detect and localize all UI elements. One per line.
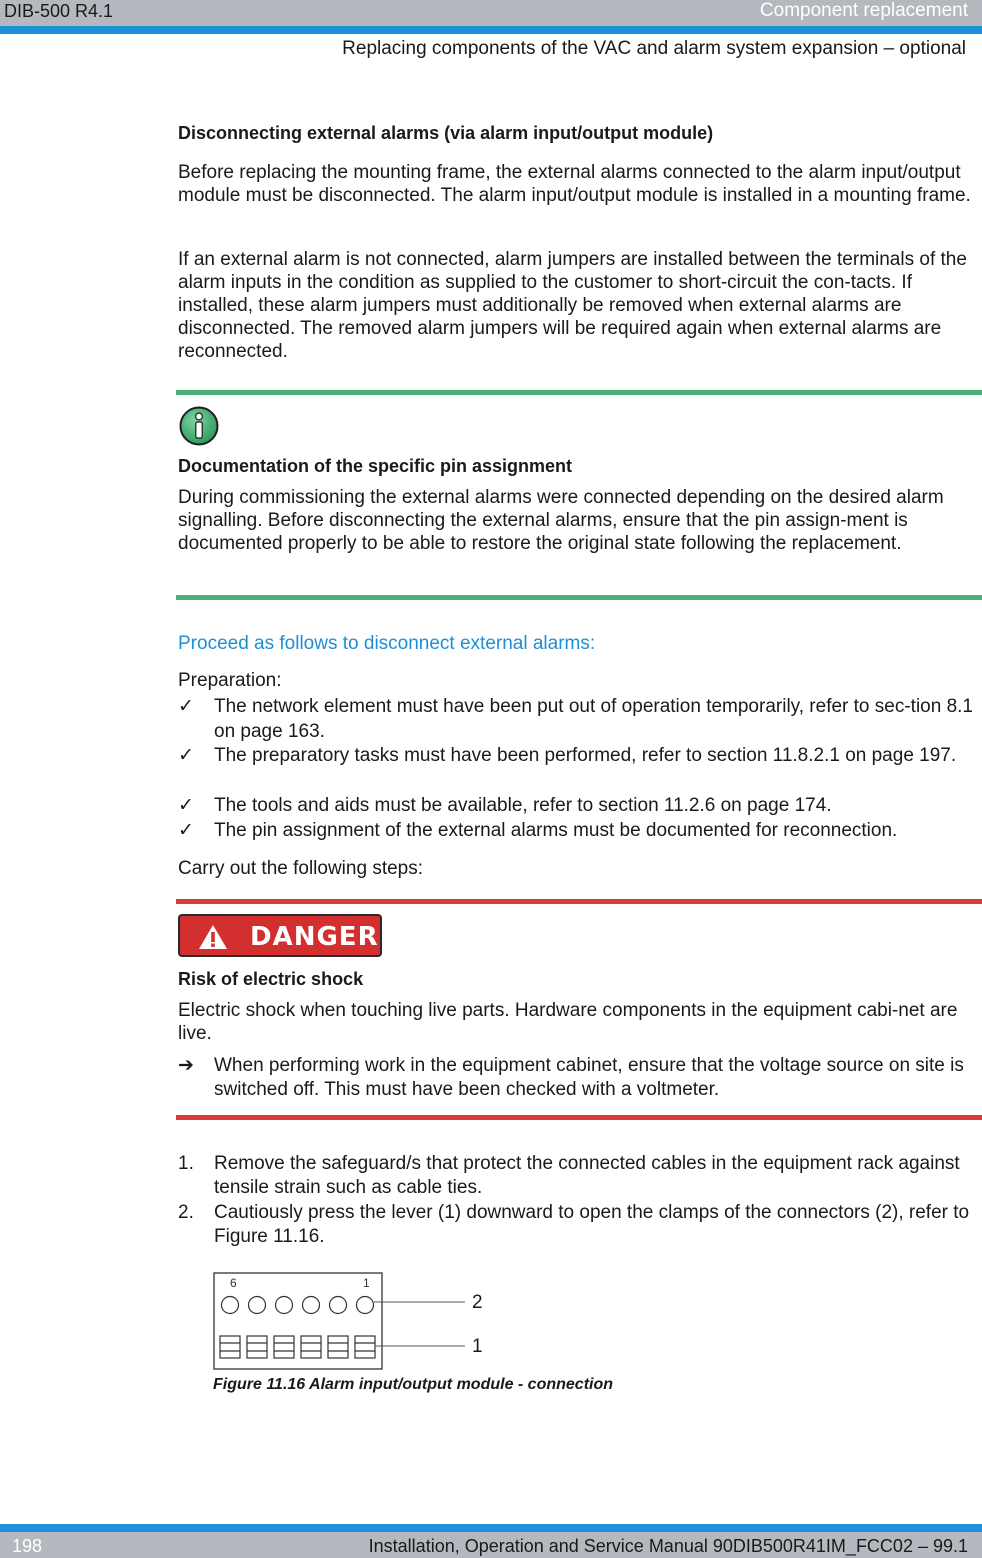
callout-lever: 1 [472,1336,483,1357]
danger-bottom-rule [176,1115,982,1120]
alarm-module-figure [213,1272,503,1372]
footer-document: Installation, Operation and Service Manual 90DIB500R41IM_FCC02 – 99.1 [368,1536,968,1556]
figure-caption: Figure 11.16 Alarm input/output module - connection [213,1376,614,1393]
steps-label: Carry out the following steps: [178,858,424,879]
header-accent-bar [0,26,982,34]
header-product: DIB-500 R4.1 [4,1,114,21]
intro-paragraph-1: Before replacing the mounting frame, the external alarms connected to the alarm input/output module must be disconnected. The alarm input/output module is installed in a mounting frame. [178,162,971,206]
info-bottom-rule [176,595,982,600]
danger-text: Electric shock when touching live parts. Hardware components in the equipment cabi-net are live. [178,1000,958,1044]
info-text: During commissioning the external alarms were connected depending on the desired alarm signalling. Before disconnecting the external alarms, ensure that the pin assign-ment is documented properly to be able to restore the original state following the replacement. [178,487,944,554]
danger-top-rule [176,899,982,904]
header-section: Replacing components of the VAC and alarm system expansion – optional [342,38,966,59]
arrow-right-icon: ➔ [178,1055,194,1076]
procedure-heading: Proceed as follows to disconnect external alarms: [178,633,596,654]
danger-title: Risk of electric shock [178,969,364,989]
preparation-label: Preparation: [178,670,282,691]
info-title: Documentation of the specific pin assignment [178,456,573,476]
check-icon: ✓ [178,745,194,766]
danger-badge [178,914,382,957]
intro-paragraph-2: If an external alarm is not connected, alarm jumpers are installed between the terminals of the alarm inputs in the condition as supplied to the customer to short-circuit the con-tacts. If installed, these alarm jumpers must additionally be removed when external alarms are disconnected. The removed alarm jumpers will be required again when external alarms are reconnected. [178,249,967,362]
info-icon [179,406,219,446]
pin-label-left: 6 [230,1276,237,1290]
info-top-rule [176,390,982,395]
check-icon: ✓ [178,696,194,717]
footer-accent-bar [0,1524,982,1532]
danger-label: DANGER [250,922,379,952]
callout-connector: 2 [472,1292,483,1313]
page-number: 198 [12,1536,43,1556]
check-icon: ✓ [178,820,194,841]
pin-label-right: 1 [363,1276,370,1290]
warning-triangle-icon [198,924,228,950]
check-icon: ✓ [178,795,194,816]
header-chapter: Component replacement [759,0,968,21]
section-heading: Disconnecting external alarms (via alarm input/output module) [178,123,714,143]
